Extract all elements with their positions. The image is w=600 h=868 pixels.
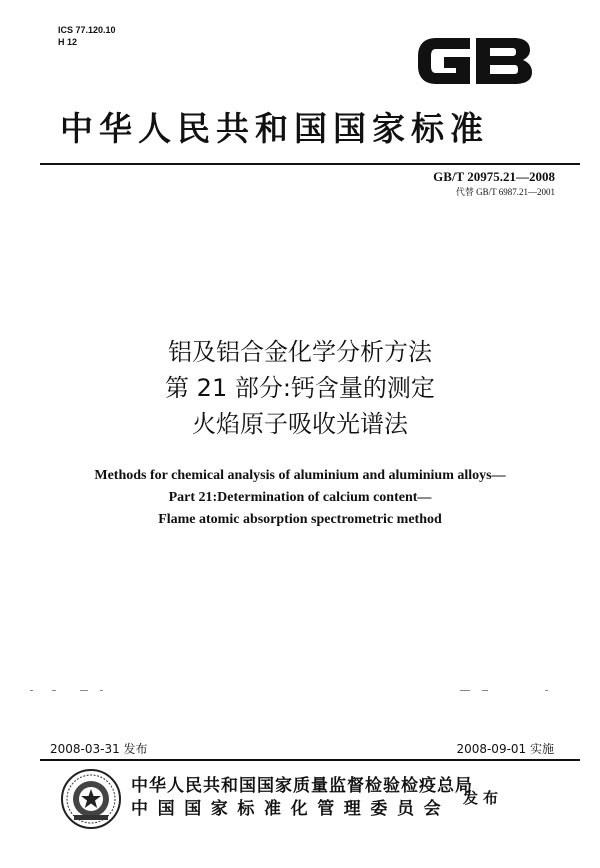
chinese-title-line: 第 21 部分:钙含量的测定	[165, 374, 435, 402]
publish-label: 发布	[463, 789, 504, 807]
issuing-authorities	[131, 775, 473, 821]
english-title	[0, 465, 600, 531]
ics-code: ICS 77.120.10	[58, 25, 116, 35]
chinese-title	[0, 334, 600, 442]
issuer-aqsiq: 中华人民共和国国家质量监督检验检疫总局	[131, 776, 473, 796]
standard-code: GB/T 20975.21—2008	[433, 169, 555, 184]
chinese-title-line: 铝及铝合金化学分析方法	[168, 338, 432, 366]
issuer-sac: 中国国家标准化管理委员会	[131, 799, 451, 819]
publish-date: 2008-03-31 发布	[50, 742, 148, 756]
chinese-title-line: 火焰原子吸收光谱法	[192, 410, 408, 438]
bottom-divider	[40, 759, 580, 761]
seal-emblem-icon	[60, 768, 122, 830]
classification-codes	[58, 24, 116, 48]
english-title-line: Flame atomic absorption spectrometric method	[158, 512, 442, 527]
main-title: 中华人民共和国国家标准	[60, 109, 489, 148]
english-title-line: Part 21:Determination of calcium content—	[168, 490, 432, 505]
implementation-date: 2008-09-01 实施	[456, 742, 554, 756]
replaces-standard: 代替 GB/T 6987.21—2001	[455, 187, 555, 197]
top-divider	[40, 163, 580, 165]
ccs-code: H 12	[58, 37, 78, 47]
english-title-line: Methods for chemical analysis of aluminium and aluminium alloys—	[94, 468, 506, 483]
scan-artifact-dots	[30, 690, 570, 694]
gb-logo	[414, 30, 536, 92]
